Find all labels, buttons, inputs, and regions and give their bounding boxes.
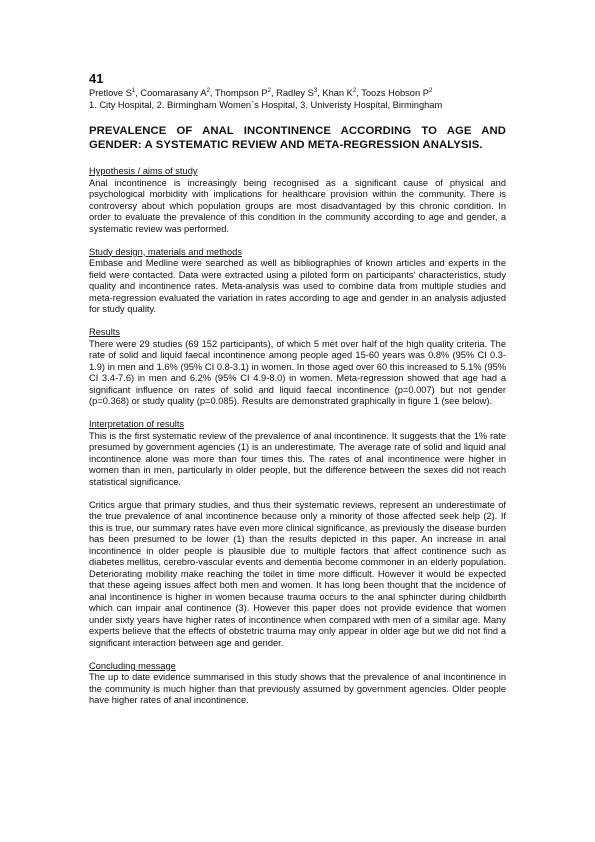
section-paragraph: This is the first systematic review of the prevalence of anal incontinence. It suggests that the 1% rate presumed by government agencies (1) is an underestimate. The average rate of solid and liquid anal incontinence alone was more than four times this. The rates of anal incontinence were higher in women than in men, particularly in older people, but the difference between the sexes did not reach statistical significance. bbox=[89, 430, 506, 487]
section-paragraph: There were 29 studies (69 152 participants), of which 5 met over half of the high quality criteria. The rate of solid and liquid faecal incontinence among people aged 15-60 years was 0.8% (95% CI 0.3-1.9) in men and 1.6% (95% CI 0.8-3.1) in women. In those aged over 60 this increased to 5.1% (95% CI 3.4-7.6) in men and 6.2% (95% CI 4.9-8.0) in women. Meta-regression showed that age had a significant influence on rates of solid and liquid faecal incontinence (p=0.007) but not gender (p=0.368) or study quality (p=0.085). Results are demonstrated graphically in figure 1 (see below). bbox=[89, 338, 506, 406]
affiliations: 1. City Hospital, 2. Birmingham Women`s Hospital, 3. Univeristy Hospital, Birmingham bbox=[89, 100, 443, 110]
section-heading: Study design, materials and methods bbox=[89, 246, 242, 257]
author: Khan $K^2$, bbox=[322, 87, 362, 98]
author: Pretlove $S^1$, bbox=[89, 87, 141, 98]
section-paragraph: Embase and Medline were searched as well as bibliographies of known articles and experts in the field were contacted. Data were extracted using a piloted form on participants' characteristics, study quality and incontinence rates. Meta-analysis was used to combine data from multiple studies and meta-regression evaluated the variation in rates according to age and gender in an analysis adjusted for study quality. bbox=[89, 258, 506, 314]
author-affiliation-mark: 1 bbox=[131, 87, 136, 94]
abstract-page bbox=[89, 72, 506, 718]
author-list bbox=[89, 87, 506, 99]
author-name: Pretlove S bbox=[89, 88, 132, 98]
author-name: Khan K bbox=[322, 88, 353, 98]
section-heading: Concluding message bbox=[89, 660, 176, 671]
author: Thompson $P^2$, bbox=[214, 87, 277, 98]
section-paragraph: Critics argue that primary studies, and thus their systematic reviews, represent an underestimate of the true prevalence of anal incontinence because only a minority of those affected seek help (2). If this is true, our summary rates have even more clinical significance, as previously the disease burden has been presumed to be lower (1) than the results depicted in this paper. An increase in anal incontinence in older people is plausible due to multiple factors that affect continence such as diabetes mellitus, cerebro-vascular events and dementia become commoner in an elderly population. Deteriorating mobility make reaching the toilet in time more difficult. However it would be expected that these ageing issues affect both men and women. It has long been thought that the incidence of anal incontinence is higher in women because trauma occurs to the anal sphincter during childbirth which can impair anal continence (3). However this paper does not provide evidence that women under sixty years have higher rates of incontinence when compared with men of a similar age. Many experts believe that the effects of obstetric trauma may only appear in older age but we did not find a significant interaction between age and gender. bbox=[89, 499, 507, 648]
section-heading: Interpretation of results bbox=[89, 419, 185, 429]
author-affiliation-mark: 2 bbox=[267, 87, 271, 94]
section-results bbox=[89, 327, 506, 408]
author-affiliation-mark: 3 bbox=[313, 87, 318, 94]
author-name: Coomarasany A bbox=[140, 88, 207, 98]
author-name: Thompson P bbox=[214, 88, 268, 98]
abstract-title: PREVALENCE OF ANAL INCONTINENCE ACCORDING TO AGE AND GENDER: A SYSTEMATIC REVIEW AND META-REGRESSION ANALYSIS. bbox=[89, 125, 506, 151]
author: Radley $S^3$, bbox=[276, 87, 323, 98]
section-study-design bbox=[89, 247, 506, 316]
author-affiliation-mark: 2 bbox=[352, 87, 357, 94]
section-heading: Results bbox=[89, 327, 121, 337]
author: Coomarasany $A^2$, bbox=[140, 87, 215, 98]
author-affiliation-mark: 2 bbox=[206, 87, 210, 94]
section-interpretation bbox=[89, 419, 506, 649]
author-affiliation-mark: 2 bbox=[428, 87, 433, 94]
section-heading: Hypothesis / aims of study bbox=[89, 166, 198, 176]
section-paragraph: The up to date evidence summarised in this study shows that the prevalence of anal incontinence in the community is much higher than that previously assumed by government agencies. Older people have higher rates of anal incontinence. bbox=[89, 672, 506, 705]
author-name: Toozs Hobson P bbox=[361, 88, 429, 98]
author bbox=[361, 88, 432, 98]
author-name: Radley S bbox=[276, 88, 314, 98]
section-paragraph: Anal incontinence is increasingly being recognised as a significant cause of physical and psychological morbidity with implications for healthcare provision within the community. There is controversy about which population groups are most disadvantaged by this chronic condition. In order to evaluate the prevalence of this condition in the community according to age and gender, a systematic review was performed. bbox=[89, 177, 506, 234]
abstract-number: 41 bbox=[89, 71, 104, 86]
section-concluding-message bbox=[89, 661, 506, 707]
section-hypothesis bbox=[89, 166, 506, 235]
